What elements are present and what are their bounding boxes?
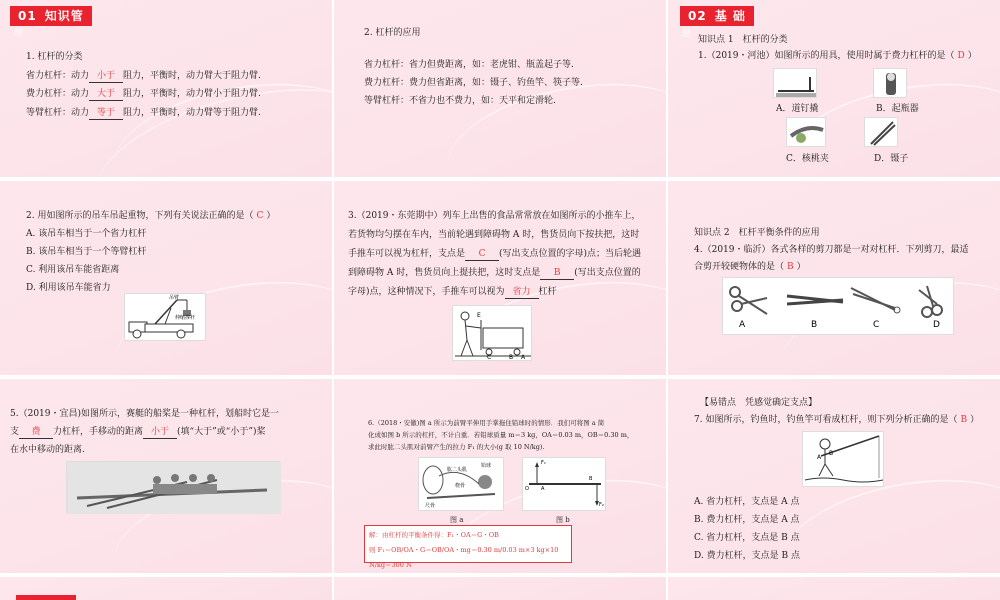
figure-label: B [829,450,834,457]
figure-label: C [487,354,492,361]
solution-line: 解：由杠杆的平衡条件得：F₁・OA＝G・OB [369,531,499,539]
figure-label: 肱二头肌 [447,467,468,473]
option-label: D．镊子 [874,154,909,164]
scissors-d-icon [919,286,942,317]
answer-blank: 省力 [505,286,539,299]
tool-image-spike-bar [773,68,817,98]
scissors-figure [722,277,954,335]
question-line: 4.（2019・临沂）各式各样的剪刀都是一对对杠杆．下列剪刀，最适 [694,245,969,255]
content-block [364,24,583,110]
crane-truck-figure [124,293,206,341]
slide-3[interactable] [668,0,1000,177]
option: C. 利用该吊车能省距离 [26,265,120,275]
answer: B [787,262,794,272]
rowing-photo [66,461,280,513]
slide-12-partial[interactable] [668,577,1000,600]
content-block [26,48,261,122]
slide-5[interactable] [334,181,666,375]
section-number: 02 [688,9,707,23]
slide-1[interactable] [0,0,332,177]
slide-4[interactable] [0,181,332,375]
content-block [348,207,641,302]
answer: C [256,211,264,221]
figure-label: 尺骨 [425,503,436,509]
question-line: 合剪开较硬物体的是（ B ） [694,259,969,276]
slide-9[interactable] [668,379,1000,573]
answer: B [960,415,968,425]
question-line: 手推车可以视为杠杆，支点是 C (写出支点位置的字母)点；当后轮遇 [348,249,642,259]
question-line: 6.（2018・安徽)图 a 所示为前臂平伸用手掌拖住铅球时的情形．我们可将图 a 简 [368,419,605,427]
scissors-label: A [739,320,746,330]
answer-blank: 小于 [89,70,123,83]
knowledge-point: 知识点 1 杠杆的分类 [698,35,788,45]
question-line: 在水中移动的距离. [10,445,85,455]
figure-label: O [525,486,529,492]
slide-8[interactable] [334,379,666,573]
answer-blank: C [465,248,499,261]
figure-label: A [541,486,545,492]
question-line: 求此时肱二头肌对前臂产生的拉力 F₁ 的大小(g 取 10 N/kg). [368,443,545,451]
scissors-b-icon [787,296,843,304]
content-block [10,405,279,459]
scissors-label: C [873,320,880,330]
option-label: C．核桃夹 [786,154,829,164]
section-tag [16,595,76,600]
question-line: 5.（2019・宜昌)如图所示，赛艇的船桨是一种杠杆，划船时它是一 [10,409,280,419]
content-block [694,395,979,429]
content-block [698,32,977,64]
section-title: 基 础 [714,9,746,23]
answer-blank: 大于 [89,88,123,101]
tip-heading: 【易错点 凭感觉确定支点】 [700,398,818,408]
figure-label: A [521,354,526,361]
question: 7. 如图所示，钓鱼时，钓鱼竿可看成杠杆，则下列分析正确的是（ B ） [694,412,979,429]
option: D. 费力杠杆，支点是 B 点 [694,551,800,561]
arm-figure-a [418,457,504,511]
answer: D [957,51,965,61]
scissors-c-icon [851,288,900,313]
scissors-label: D [933,320,940,330]
figure-label: 伸缩撑杆 [175,315,196,321]
section-title-overflow: 题 [682,29,692,39]
content-block [26,207,275,297]
cart-figure [452,305,532,361]
option-label: A．道钉撬 [776,104,819,114]
tool-image-tweezers [864,117,898,147]
answer-blank: 费 [19,426,53,439]
option: B. 该吊车相当于一个等臂杠杆 [26,247,147,257]
option: B. 费力杠杆，支点是 A 点 [694,515,800,525]
section-number: 01 [18,9,37,23]
question-line: 字母)点，这种情况下，手推车可以视为 省力 杠杆 [348,287,557,297]
heading: 1. 杠杆的分类 [26,52,83,62]
question-line: 支 费 力杠杆，手移动的距离 小于 (填“大于”或“小于”)桨 [10,427,266,437]
lever-figure-b [522,457,606,511]
section-title: 知识管 [44,9,84,23]
answer-blank: 小于 [143,426,177,439]
slide-2[interactable] [334,0,666,177]
application-line: 等臂杠杆：不省力也不费力，如：天平和定滑轮. [364,96,556,106]
slide-6[interactable] [668,181,1000,375]
question-line: 3.（2019・东莞期中）列车上出售的食品常常放在如图所示的小推车上， [348,211,641,221]
slide-7[interactable] [0,379,332,573]
figure-label: F₂ [599,502,604,508]
figure-label: B [589,476,593,482]
section-tag [10,6,92,26]
options-block [694,493,800,565]
answer-blank: 等于 [89,107,123,120]
option: C. 省力杠杆，支点是 B 点 [694,533,800,543]
figure-label: 吊臂 [169,295,180,301]
knowledge-point: 知识点 2 杠杆平衡条件的应用 [694,228,820,238]
scissors-label: B [811,320,818,330]
solution-box [364,525,572,569]
content-block [368,417,633,453]
figure-caption: 图 b [556,516,570,524]
question-line: 到障碍物 A 时，售货员向上提扶把，这时支点是 B (写出支点位置的 [348,268,641,278]
scissors-a-icon [730,287,767,314]
figure-caption: 图 a [450,516,464,524]
question-line: 若货物均匀摆在车内，当前轮遇到障碍物 A 时，售货员向下按扶把，这时 [348,230,640,240]
section-tag [680,6,754,26]
figure-label: 桡骨 [455,483,466,489]
option: A. 省力杠杆，支点是 A 点 [694,497,800,507]
slide-10-partial[interactable] [0,577,332,600]
classification-row: 费力杠杆：动力 大于 阻力，平衡时，动力臂小于阻力臂. [26,89,261,99]
option: D. 利用该吊车能省力 [26,283,111,293]
fishing-figure [802,431,884,487]
tool-image-bottle-opener [873,68,907,98]
application-line: 省力杠杆：省力但费距离，如：老虎钳、瓶盖起子等. [364,60,574,70]
application-line: 费力杠杆：费力但省距离，如：镊子、钓鱼竿、筷子等. [364,78,583,88]
question: 1.（2019・河池）如图所示的用具，使用时属于费力杠杆的是（ D ） [698,48,977,64]
classification-row: 省力杠杆：动力 小于 阻力，平衡时，动力臂大于阻力臂. [26,70,261,81]
answer-blank: B [540,267,574,280]
question: 2. 用如图所示的吊车吊起重物，下列有关说法正确的是（ C ） [26,207,275,225]
content-block [694,225,969,276]
figure-label: E [477,312,481,319]
option: A. 该吊车相当于一个省力杠杆 [26,229,147,239]
tool-image-nutcracker [786,117,826,147]
figure-label: F₁ [541,460,546,466]
heading: 2. 杠杆的应用 [364,28,421,38]
figure-label: B [509,354,514,361]
figure-label: A [817,454,822,461]
slide-11-partial[interactable] [334,577,666,600]
solution-line: 则 F₁＝OB/OA・G＝OB/OA・mg＝0.30 m/0.03 m×3 kg×10 N/kg＝300 N [369,546,559,569]
figure-label: 铅球 [481,463,492,469]
question-line: 化成如图 b 所示的杠杆，不计自重．若铅球质量 m＝3 kg，OA＝0.03 m，OB＝0.30 m， [368,431,634,439]
section-title-overflow: 理 [14,29,24,39]
classification-row: 等臂杠杆：动力 等于 阻力，平衡时，动力臂等于阻力臂. [26,107,261,118]
option-label: B．起瓶器 [876,104,919,114]
